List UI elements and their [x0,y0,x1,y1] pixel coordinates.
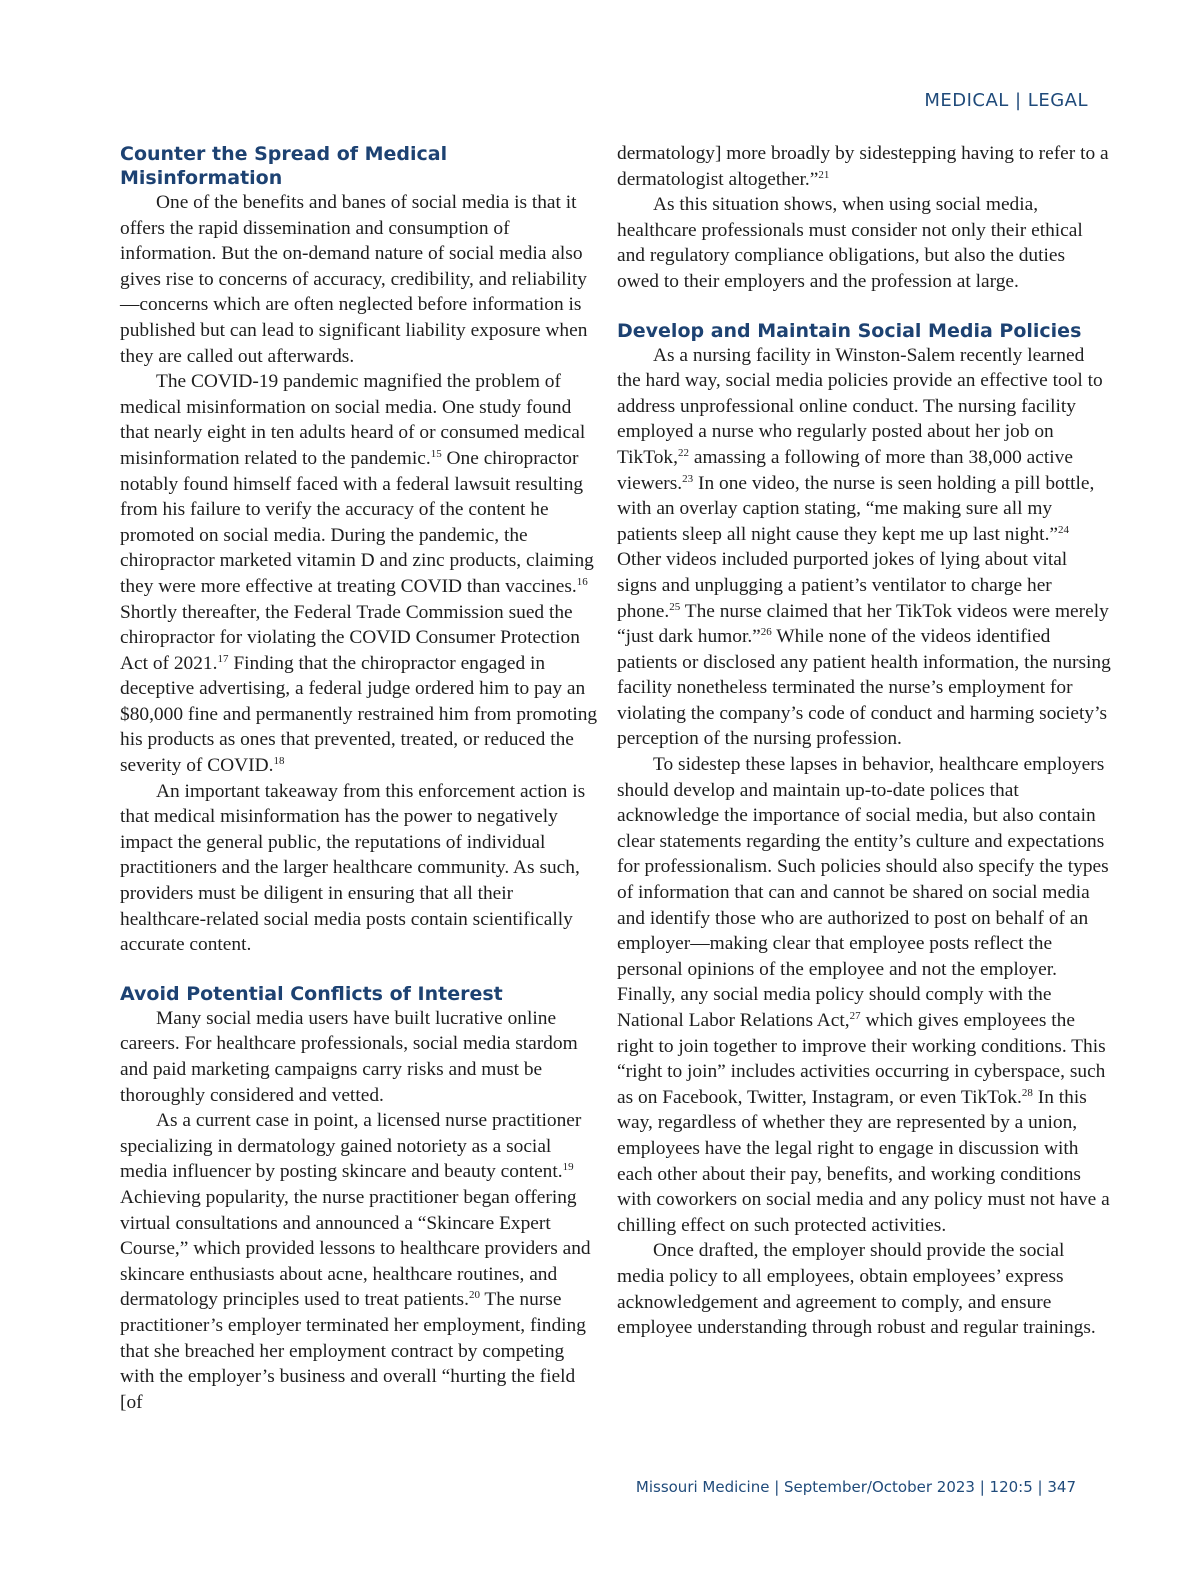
text-run: which gives employees the right to join together to improve their working conditions. This “right to join” includes activities occurring in cyberspace, such as on Facebook, Twitter, Instagram, or even TikTok. [617,1010,1106,1108]
page-footer: Missouri Medicine | September/October 2023 | 120:5 | 347 [635,1478,1076,1496]
text-run: Shortly thereafter, the Federal Trade Commission sued the chiropractor for violating the COVID Consumer Protection Act of 2021. [120,601,580,674]
footnote-marker: 18 [273,755,285,768]
heading-conflicts-of-interest: Avoid Potential Conflicts of Interest [120,982,503,1005]
text-run: The nurse claimed that her TikTok videos were merely “just dark humor.” [617,600,1109,648]
left-column [120,141,598,1415]
paragraph [120,1108,598,1415]
paragraph: Once drafted, the employer should provide the social media policy to all employees, obtain employees’ express acknowledgement and agreement to comply, and ensure employee understanding through robust and regular trainings. [617,1240,1096,1339]
text-run: Achieving popularity, the nurse practitioner began offering virtual consultations and announced a “Skincare Expert Course,” which provided lessons to healthcare providers and skincare enthusiasts about acne, healthcare routines, and dermatology principles used to treat patients. [120,1186,591,1311]
text-run: dermatology] more broadly by sidestepping having to refer to a dermatologist altogether.” [617,143,1109,190]
text-run: Finding that the chiropractor engaged in deceptive advertising, a federal judge ordered him to pay an $80,000 fine and permanently restrained him from promoting his products as ones that prevented, treated, or reduced the severity of COVID. [120,652,598,777]
paragraph: One of the benefits and banes of social media is that it offers the rapid dissemination and consumption of information. But the on-demand nature of social media also gives rise to concerns of accuracy, credibility, and reliability—concerns which are often neglected before information is published but can lead to significant liability exposure when they are called out afterwards. [120,192,588,367]
text-run: Other videos included purported jokes of lying about vital signs and unplugging a patient’s ventilator to charge her phone. [617,549,1068,622]
footnote-marker: 23 [682,472,694,485]
text-run: To sidestep these lapses in behavior, healthcare employers should develop and maintain up-to-date polices that acknowledge the importance of social media, but also contain clear statements regarding the entity’s culture and expectations for professionalism. Such policies should also specify the types of information that can and cannot be shared on social media and identify those who are authorized to post on behalf of an employer—making clear that employee posts reflect the personal opinions of the employee and not the employer. Finally, any social media policy should comply with the National Labor Relations Act, [617,754,1109,1031]
text-run: The COVID-19 pandemic magnified the problem of medical misinformation on social media. One study found that nearly eight in ten adults heard of or consumed medical misinformation related to the pandemic. [120,371,586,469]
text-run: As a nursing facility in Winston-Salem recently learned the hard way, social media policies provide an effective tool to address unprofessional online conduct. The nursing facility employed a nurse who regularly posted about her job on TikTok, [617,344,1103,468]
footnote-marker: 16 [576,575,588,588]
heading-social-media-policies: Develop and Maintain Social Media Policies [617,319,1082,342]
footnote-marker: 22 [677,446,689,459]
paragraph [120,369,598,779]
text-run: In this way, regardless of whether they are represented by a union, employees have the legal right to engage in discussion with each other about their pay, benefits, and working conditions with coworkers on social media and any policy must not have a chilling effect on such protected activities. [617,1086,1110,1236]
paragraph: As this situation shows, when using social media, healthcare professionals must consider not only their ethical and regulatory compliance obligations, but also the duties owed to their employers and the profession at large. [617,194,1083,292]
footnote-marker: 25 [669,600,681,613]
text-run: In one video, the nurse is seen holding a pill bottle, with an overlay caption stating, “me making sure all my patients sleep all night cause they kept me up last night.” [617,472,1095,545]
footnote-marker: 21 [818,168,830,181]
right-column [617,141,1111,1341]
footnote-marker: 27 [849,1010,861,1022]
footnote-marker: 24 [1058,523,1070,536]
text-run: One chiropractor notably found himself faced with a federal lawsuit resulting from his failure to verify the accuracy of the content he promoted on social media. During the pandemic, the chiropractor marketed vitamin D and zinc products, claiming they were more effective at treating COVID than vaccines. [120,447,594,597]
footnote-marker: 19 [562,1161,574,1174]
text-run: While none of the videos identified patients or disclosed any patient health information, the nursing facility nonetheless terminated the nurse’s employment for violating the company’s code of conduct and harming society’s perception of the nursing profession. [617,626,1111,750]
text-run: amassing a following of more than 38,000 active viewers. [617,446,1073,494]
paragraph [617,752,1111,1238]
text-run: As a current case in point, a licensed nurse practitioner specializing in dermatology gained notoriety as a social media influencer by posting skincare and beauty content. [120,1110,582,1183]
footnote-marker: 15 [430,447,442,460]
paragraph: An important takeaway from this enforcement action is that medical misinformation has the power to negatively impact the general public, the reputations of individual practitioners and the larger healthcare community. As such, providers must be diligent in ensuring that all their healthcare-related social media posts contain scientifically accurate content. [120,780,586,956]
footnote-marker: 26 [760,626,772,639]
footnote-marker: 17 [217,652,229,665]
heading-medical-misinformation: Counter the Spread of Medical Misinformation [120,143,448,189]
footnote-marker: 28 [1021,1086,1033,1099]
footnote-marker: 20 [468,1289,480,1302]
paragraph: Many social media users have built lucrative online careers. For healthcare professionals, social media stardom and paid marketing campaigns carry risks and must be thoroughly considered and vetted. [120,1007,578,1106]
text-run: The nurse practitioner’s employer terminated her employment, finding that she breached her employment contract by competing with the employer’s business and overall “hurting the field [of [120,1289,586,1413]
running-header: MEDICAL | LEGAL [924,90,1088,111]
paragraph [617,343,1111,753]
paragraph-continued [617,141,1111,192]
